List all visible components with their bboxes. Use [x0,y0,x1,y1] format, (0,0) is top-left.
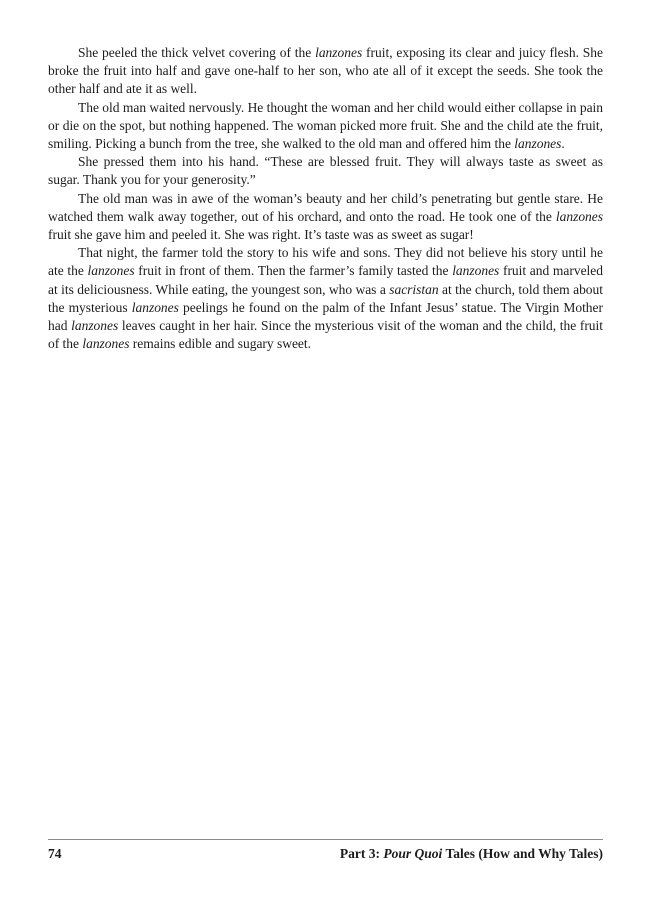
paragraph: The old man waited nervously. He thought the woman and her child would either collapse in pain or die on the spot, but nothing happened. The woman picked more fruit. She and the child ate the fruit, smiling. Picking a bunch from the tree, she walked to the old man and offered him the lanzones. [48,99,603,152]
page-footer [48,846,603,862]
paragraph: The old man was in awe of the woman’s beauty and her child’s penetrating but gentle stare. He watched them walk away together, out of his orchard, and onto the road. He took one of the lanzones fruit she gave him and peeled it. She was right. It’s taste was as sweet as sugar! [48,190,603,243]
paragraph: She peeled the thick velvet covering of the lanzones fruit, exposing its clear and juicy flesh. She broke the fruit into half and gave one-half to her son, who ate all of it except the seeds. She took the other half and ate it as well. [48,45,603,97]
paragraph: That night, the farmer told the story to his wife and sons. They did not believe his story until he ate the lanzones fruit in front of them. Then the farmer’s family tasted the lanzones fruit and marveled at its deliciousness. While eating, the youngest son, who was a sacristan at the church, told them about the mysterious lanzones peelings he found on the palm of the Infant Jesus’ statue. The Virgin Mother had lanzones leaves caught in her hair. Since the mysterious visit of the woman and the child, the fruit of the lanzones remains edible and sugary sweet. [48,245,603,352]
body-text [48,44,603,353]
page-number: 74 [48,846,62,861]
footer-rule [48,839,603,840]
paragraph: She pressed them into his hand. “These are blessed fruit. They will always taste as sweet as sugar. Thank you for your generosity.” [48,154,603,188]
running-footer-title: Part 3: Pour Quoi Tales (How and Why Tales) [339,846,603,861]
